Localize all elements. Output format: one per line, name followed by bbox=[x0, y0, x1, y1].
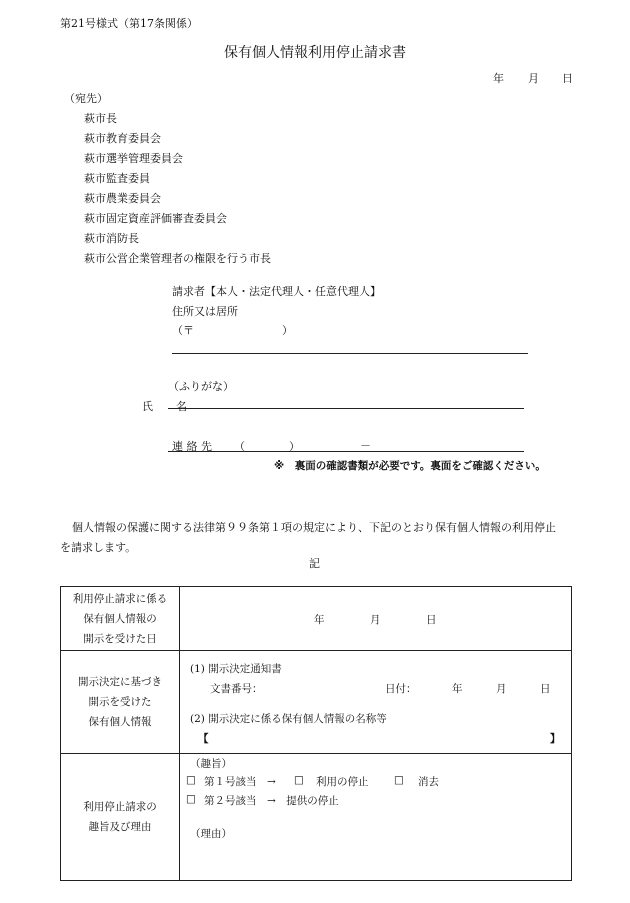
row3-reason-label: （理由） bbox=[190, 828, 232, 840]
contact-underline bbox=[168, 451, 524, 452]
ki-heading: 記 bbox=[309, 557, 320, 570]
addressee-item: 萩市固定資産評価審査委員会 bbox=[84, 212, 227, 225]
row2-docno-label: 文書番号： bbox=[210, 683, 263, 695]
row2-year: 年 bbox=[452, 683, 463, 695]
address-underline bbox=[172, 353, 528, 354]
row2-bracket-close: 】 bbox=[550, 733, 561, 745]
name-underline[interactable] bbox=[168, 408, 524, 409]
page-title: 保有個人情報利用停止請求書 bbox=[224, 45, 406, 61]
address-label: 住所又は居所 bbox=[172, 305, 238, 318]
contact-field[interactable]: （ ） bbox=[234, 440, 300, 453]
row2-bracket-open: 【 bbox=[198, 733, 209, 745]
requester-label: 請求者【本人・法定代理人・任意代理人】 bbox=[172, 285, 381, 298]
body-text: を請求します。 bbox=[60, 541, 137, 554]
row2-item1: (1) 開示決定通知書 bbox=[190, 663, 282, 675]
notice-text: ※ 裏面の確認書類が必要です。裏面をご確認ください。 bbox=[274, 460, 546, 472]
row2-date-label: 日付： bbox=[385, 683, 417, 695]
addressee-item: 萩市長 bbox=[84, 112, 117, 125]
addressee-item: 萩市教育委員会 bbox=[84, 132, 161, 145]
disclosure-date-label: 利用停止請求に係る 保有個人情報の 開示を受けた日 bbox=[61, 587, 180, 651]
table-row bbox=[61, 651, 572, 754]
date-day: 日 bbox=[562, 72, 573, 85]
name-label: 名 bbox=[176, 400, 187, 413]
addressee-item: 萩市農業委員会 bbox=[84, 192, 161, 205]
checkbox-option2[interactable]: □ bbox=[186, 793, 196, 805]
row2-month: 月 bbox=[496, 683, 507, 695]
row1-year: 年 bbox=[314, 614, 325, 626]
date-month: 月 bbox=[528, 72, 539, 85]
row3-purpose-label: （趣旨） bbox=[190, 758, 232, 770]
furigana-label: （ふりがな） bbox=[168, 380, 234, 393]
row1-day: 日 bbox=[426, 614, 437, 626]
disclosed-info-label: 開示決定に基づき 開示を受けた 保有個人情報 bbox=[61, 651, 180, 754]
option1-text: 第１号該当 → bbox=[204, 776, 276, 788]
disclosure-date-field[interactable] bbox=[180, 587, 572, 651]
checkbox-stop-use[interactable]: □ bbox=[294, 774, 304, 786]
request-table bbox=[60, 586, 572, 881]
addressee-item: 萩市公営企業管理者の権限を行う市長 bbox=[84, 252, 271, 265]
date-year: 年 bbox=[493, 72, 504, 85]
form-number: 第21号様式（第17条関係） bbox=[60, 17, 198, 30]
row2-day: 日 bbox=[540, 683, 551, 695]
addressee-item: 萩市監査委員 bbox=[84, 172, 150, 185]
contact-dash: － bbox=[360, 439, 371, 452]
contact-label: 連 絡 先 bbox=[172, 440, 212, 453]
purpose-reason-field[interactable] bbox=[180, 754, 572, 881]
name-prefix: 氏 bbox=[142, 400, 153, 413]
addressee-item: 萩市消防長 bbox=[84, 232, 139, 245]
addressee-item: 萩市選挙管理委員会 bbox=[84, 152, 183, 165]
purpose-reason-label: 利用停止請求の 趣旨及び理由 bbox=[61, 754, 180, 881]
option2-text: 第２号該当 → 提供の停止 bbox=[204, 795, 339, 807]
checkbox-erase[interactable]: □ bbox=[394, 774, 404, 786]
disclosed-info-field[interactable] bbox=[180, 651, 572, 754]
table-row bbox=[61, 587, 572, 651]
addressee-label: （宛先） bbox=[64, 92, 108, 105]
table-row bbox=[61, 754, 572, 881]
stop-use-text: 利用の停止 bbox=[316, 776, 369, 788]
checkbox-option1[interactable]: □ bbox=[186, 774, 196, 786]
erase-text: 消去 bbox=[418, 776, 439, 788]
row1-month: 月 bbox=[370, 614, 381, 626]
postal-code-field[interactable]: （〒 ） bbox=[172, 324, 293, 337]
body-text: 個人情報の保護に関する法律第９９条第１項の規定により、下記のとおり保有個人情報の利用停止 bbox=[72, 521, 556, 534]
row2-item2: (2) 開示決定に係る保有個人情報の名称等 bbox=[190, 713, 387, 725]
